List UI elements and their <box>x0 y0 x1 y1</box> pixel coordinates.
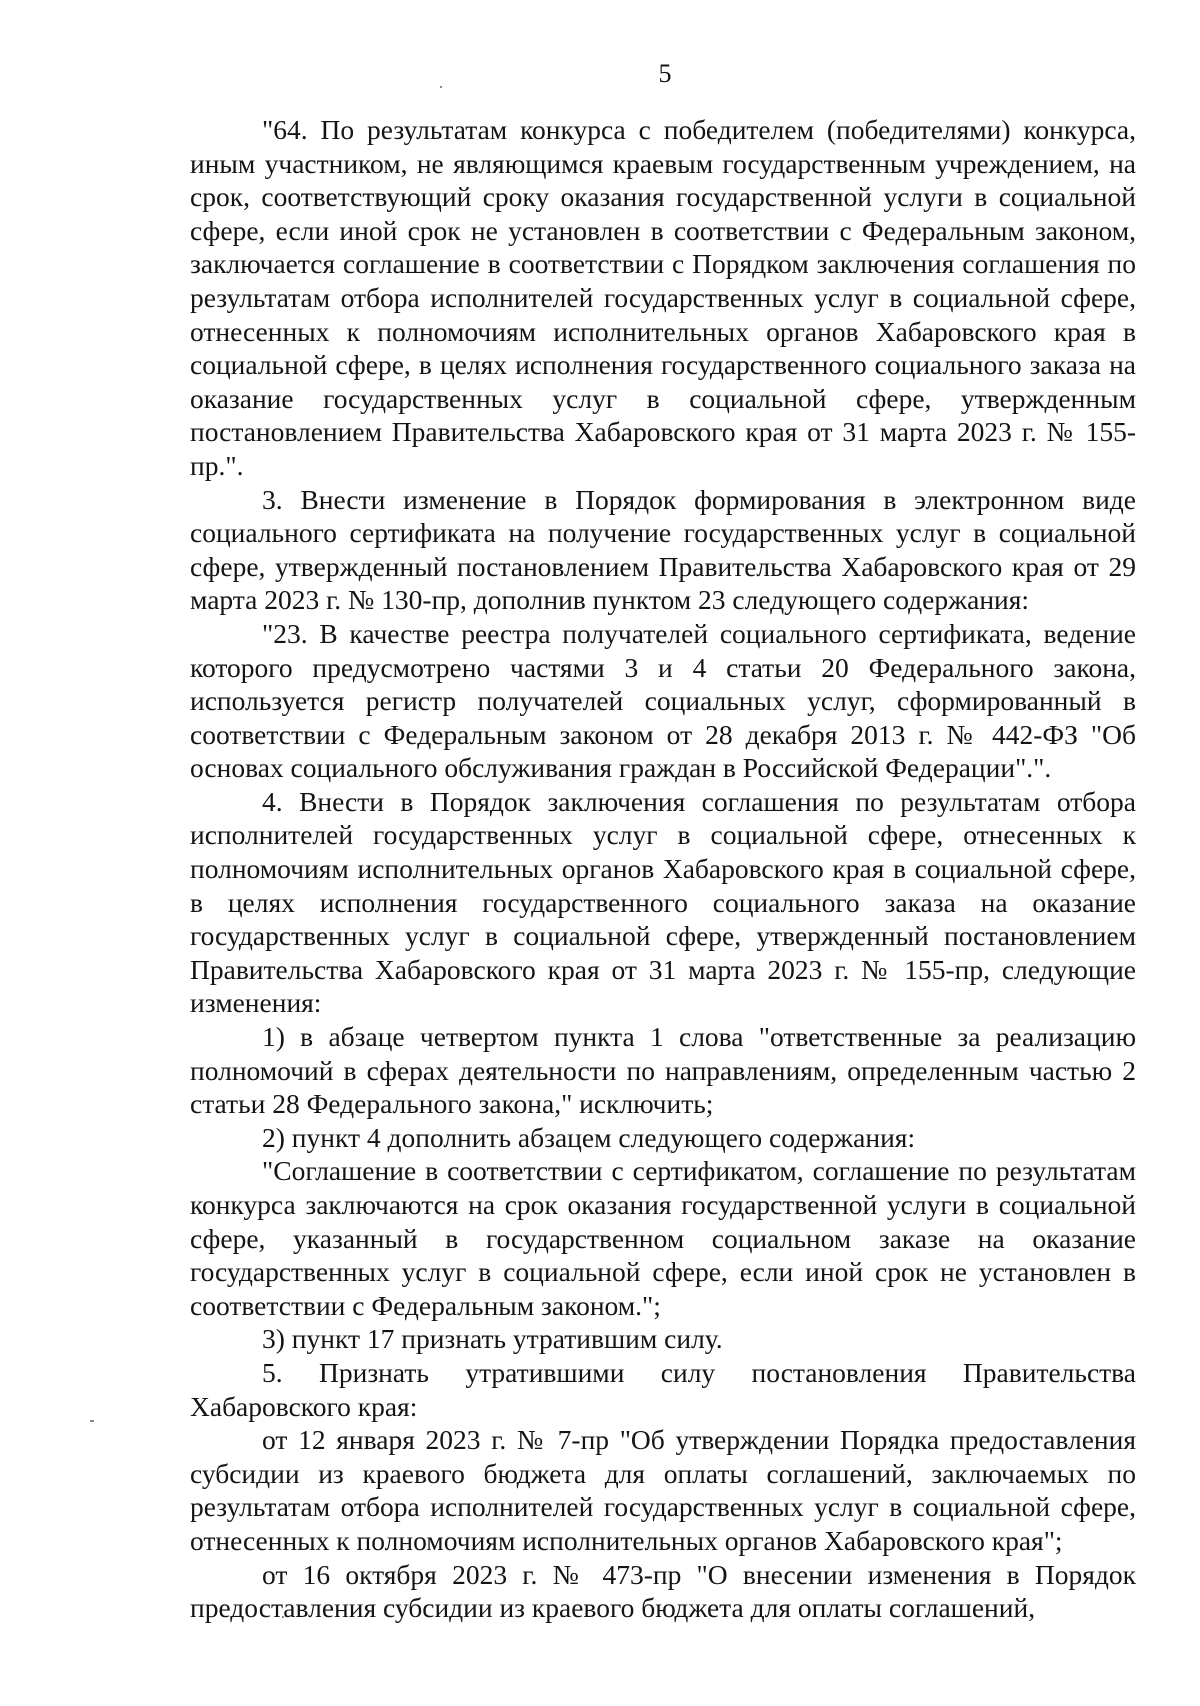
paragraph-item-3: 3. Внести изменение в Порядок формирования в электронном виде социального сертификата на получение государственных услуг в социальной сфере, утвержденный постановлением Правительства Хабаровского края от 29 марта 2023 г. № 130-пр, дополнив пунктом 23 следующего содержания: <box>190 483 1136 616</box>
document-body <box>190 113 1136 1625</box>
paragraph-subitem-1: 1) в абзаце четвертом пункта 1 слова "ответственные за реализацию полномочий в сферах деятельности по направлениям, определенным частью 2 статьи 28 Федерального закона," исключить; <box>190 1021 1136 1120</box>
paragraph-resolution-473-pr: от 16 октября 2023 г. № 473-пр "О внесении изменения в Порядок предоставления субсидии из краевого бюджета для оплаты соглашений, <box>190 1558 1136 1624</box>
page-number: 5 <box>658 59 672 88</box>
paragraph-clause-64: "64. По результатам конкурса с победителем (победителями) конкурса, иным участником, не являющимся краевым государственным учреждением, на срок, соответствующий сроку оказания государственной услуги в социальной сфере, если иной срок не установлен в соответствии с Федеральным законом, заключается соглашение в соответствии с Порядком заключения соглашения по результатам отбора исполнителей государственных услуг в социальной сфере, отнесенных к полномочиям исполнительных органов Хабаровского края в социальной сфере, в целях исполнения государственного социального заказа на оказание государственных услуг в социальной сфере, утвержденным постановлением Правительства Хабаровского края от 31 марта 2023 г. № 155-пр.". <box>190 114 1136 481</box>
paragraph-subitem-3: 3) пункт 17 признать утратившим силу. <box>262 1323 723 1355</box>
paragraph-subitem-2: 2) пункт 4 дополнить абзацем следующего содержания: <box>262 1121 916 1153</box>
paragraph-item-5: 5. Признать утратившими силу постановления Правительства Хабаровского края: <box>190 1356 1136 1422</box>
paragraph-agreement-quote: "Соглашение в соответствии с сертификатом, соглашение по результатам конкурса заключаются на срок оказания государственной услуги в социальной сфере, указанный в государственном социальном заказе на оказание государственных услуг в социальной сфере, если иной срок не установлен в соответствии с Федеральным законом."; <box>190 1155 1136 1321</box>
paragraph-item-4: 4. Внести в Порядок заключения соглашения по результатам отбора исполнителей государственных услуг в социальной сфере, отнесенных к полномочиям исполнительных органов Хабаровского края в социальной сфере, в целях исполнения государственного социального заказа на оказание государственных услуг в социальной сфере, утвержденный постановлением Правительства Хабаровского края от 31 марта 2023 г. № 155-пр, следующие изменения: <box>190 785 1136 1019</box>
paragraph-resolution-7-pr: от 12 января 2023 г. № 7-пр "Об утверждении Порядка предоставления субсидии из краевого бюджета для оплаты соглашений, заключаемых по результатам отбора исполнителей государственных услуг в социальной сфере, отнесенных к полномочиям исполнительных органов Хабаровского края"; <box>190 1424 1136 1556</box>
scan-speck <box>90 1420 94 1422</box>
scan-speck <box>440 86 442 88</box>
paragraph-clause-23: "23. В качестве реестра получателей социального сертификата, ведение которого предусмотрено частями 3 и 4 статьи 20 Федерального закона, используется регистр получателей социальных услуг, сформированный в соответствии с Федеральным законом от 28 декабря 2013 г. № 442-ФЗ "Об основах социального обслуживания граждан в Российской Федерации".". <box>190 617 1136 784</box>
